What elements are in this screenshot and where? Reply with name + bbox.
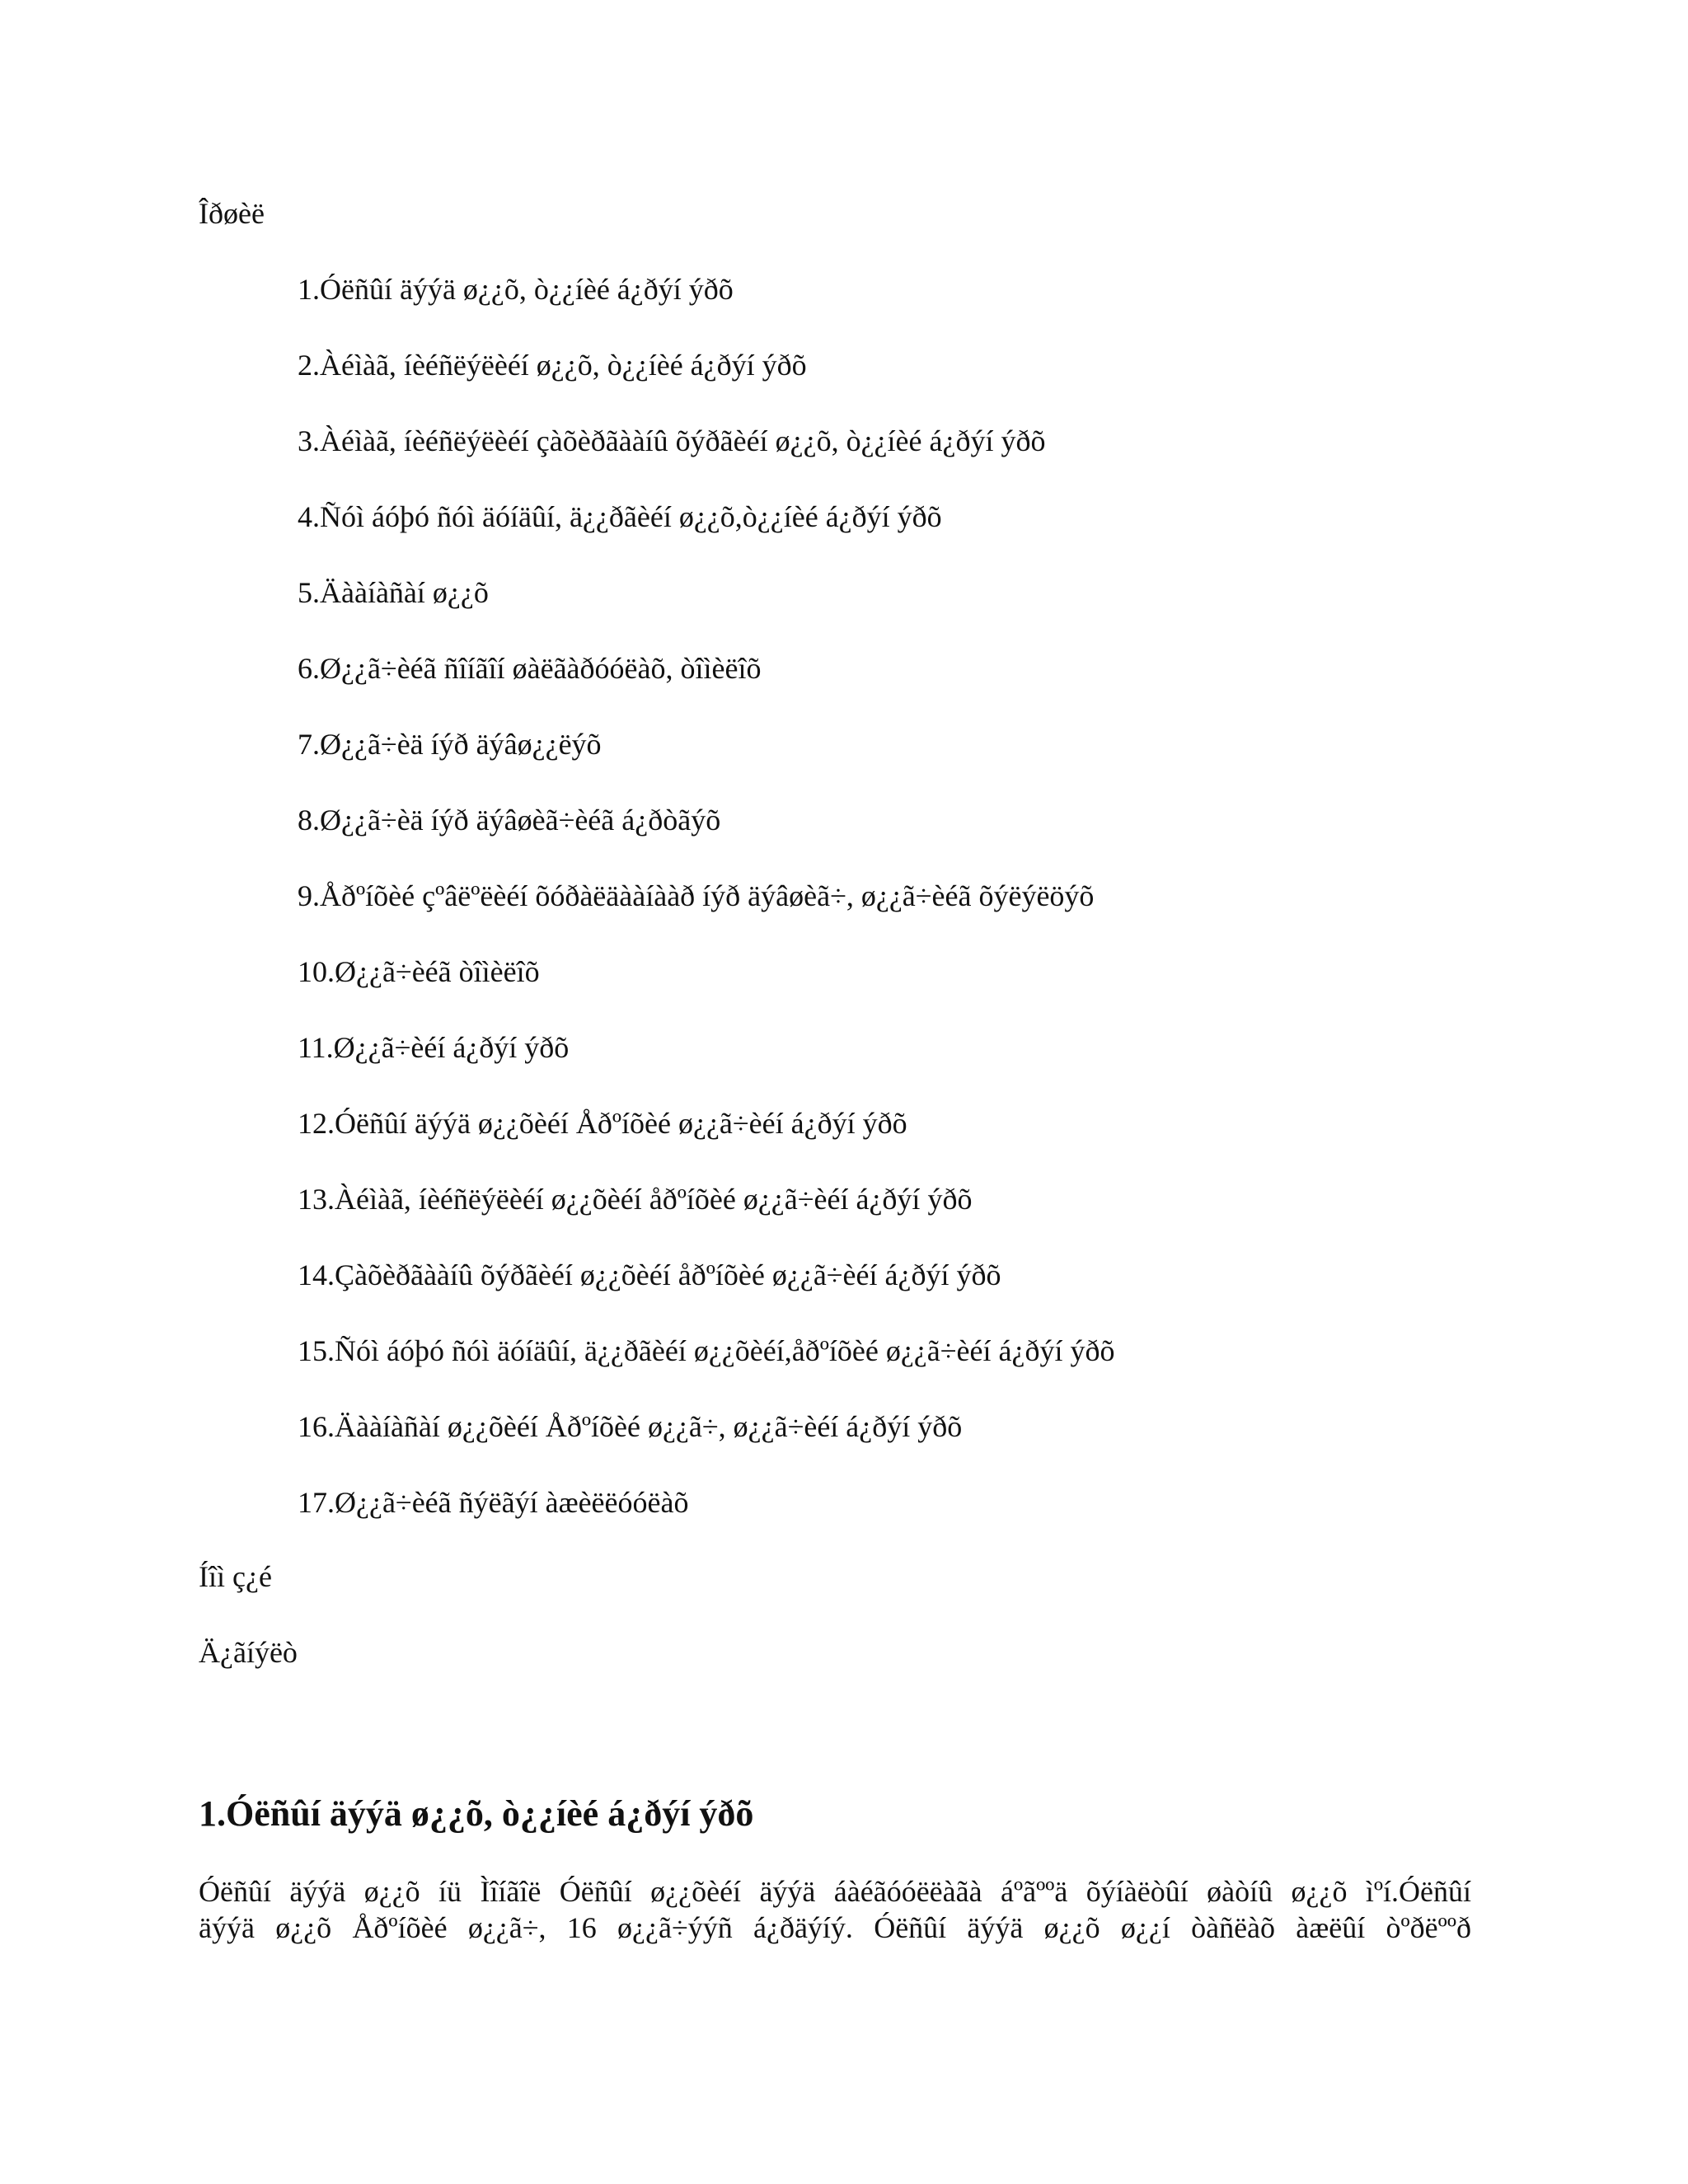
toc-heading: Îðøèë bbox=[199, 197, 265, 230]
toc-item-3[interactable]: 3.Àéìàã, íèéñëýëèéí çàõèðãààíû õýðãèéí ø¿¿õ, ò¿¿íèé á¿ðýí ýðõ bbox=[298, 424, 1046, 457]
toc-item-4[interactable]: 4.Ñóì áóþó ñóì äóíäûí, ä¿¿ðãèéí ø¿¿õ,ò¿¿íèé á¿ðýí ýðõ bbox=[298, 500, 942, 533]
toc-item-11[interactable]: 11.Ø¿¿ã÷èéí á¿ðýí ýðõ bbox=[298, 1031, 570, 1064]
toc-list bbox=[298, 271, 1114, 1560]
toc-item-6[interactable]: 6.Ø¿¿ã÷èéã ñîíãîí øàëãàðóóëàõ, òîìèëîõ bbox=[298, 652, 762, 685]
toc-item-5[interactable]: 5.Äààíàñàí ø¿¿õ bbox=[298, 576, 489, 609]
toc-item-7[interactable]: 7.Ø¿¿ã÷èä íýð äýâø¿¿ëýõ bbox=[298, 728, 602, 761]
toc-item-8[interactable]: 8.Ø¿¿ã÷èä íýð äýâøèã÷èéã á¿ðòãýõ bbox=[298, 804, 721, 837]
toc-review[interactable]: Ä¿ãíýëò bbox=[199, 1636, 298, 1669]
toc-bibliography[interactable]: Íîì ç¿é bbox=[199, 1560, 272, 1593]
toc-item-17[interactable]: 17.Ø¿¿ã÷èéã ñýëãýí àæèëëóóëàõ bbox=[298, 1486, 689, 1519]
toc-item-15[interactable]: 15.Ñóì áóþó ñóì äóíäûí, ä¿¿ðãèéí ø¿¿õèéí,åðºíõèé ø¿¿ã÷èéí á¿ðýí ýðõ bbox=[298, 1334, 1115, 1367]
toc-item-16[interactable]: 16.Äààíàñàí ø¿¿õèéí Åðºíõèé ø¿¿ã÷, ø¿¿ã÷èéí á¿ðýí ýðõ bbox=[298, 1410, 963, 1443]
paragraph-line: äýýä ø¿¿õ Åðºíõèé ø¿¿ã÷, 16 ø¿¿ã÷ýýñ á¿ðäýíý. Óëñûí äýýä ø¿¿õ ø¿¿í òàñëàõ àæëûí òºðëººð bbox=[199, 1911, 1471, 1944]
section-heading: 1.Óëñûí äýýä ø¿¿õ, ò¿¿íèé á¿ðýí ýðõ bbox=[199, 1793, 754, 1834]
toc-item-14[interactable]: 14.Çàõèðãààíû õýðãèéí ø¿¿õèéí åðºíõèé ø¿¿ã÷èéí á¿ðýí ýðõ bbox=[298, 1258, 1001, 1291]
toc-item-2[interactable]: 2.Àéìàã, íèéñëýëèéí ø¿¿õ, ò¿¿íèé á¿ðýí ýðõ bbox=[298, 349, 807, 382]
toc-item-9[interactable]: 9.Åðºíõèé çºâëºëèéí õóðàëäààíààð íýð äýâøèã÷, ø¿¿ã÷èéã õýëýëöýõ bbox=[298, 879, 1095, 912]
paragraph-line: Óëñûí äýýä ø¿¿õ íü Ìîíãîë Óëñûí ø¿¿õèéí äýýä áàéãóóëëàãà áºãººä õýíàëòûí øàòíû ø¿¿õ ìºí.Óëñûí bbox=[199, 1875, 1471, 1908]
toc-item-13[interactable]: 13.Àéìàã, íèéñëýëèéí ø¿¿õèéí åðºíõèé ø¿¿ã÷èéí á¿ðýí ýðõ bbox=[298, 1183, 973, 1216]
toc-item-12[interactable]: 12.Óëñûí äýýä ø¿¿õèéí Åðºíõèé ø¿¿ã÷èéí á¿ðýí ýðõ bbox=[298, 1107, 907, 1140]
toc-item-1[interactable]: 1.Óëñûí äýýä ø¿¿õ, ò¿¿íèé á¿ðýí ýðõ bbox=[298, 273, 734, 306]
toc-item-10[interactable]: 10.Ø¿¿ã÷èéã òîìèëîõ bbox=[298, 955, 540, 988]
